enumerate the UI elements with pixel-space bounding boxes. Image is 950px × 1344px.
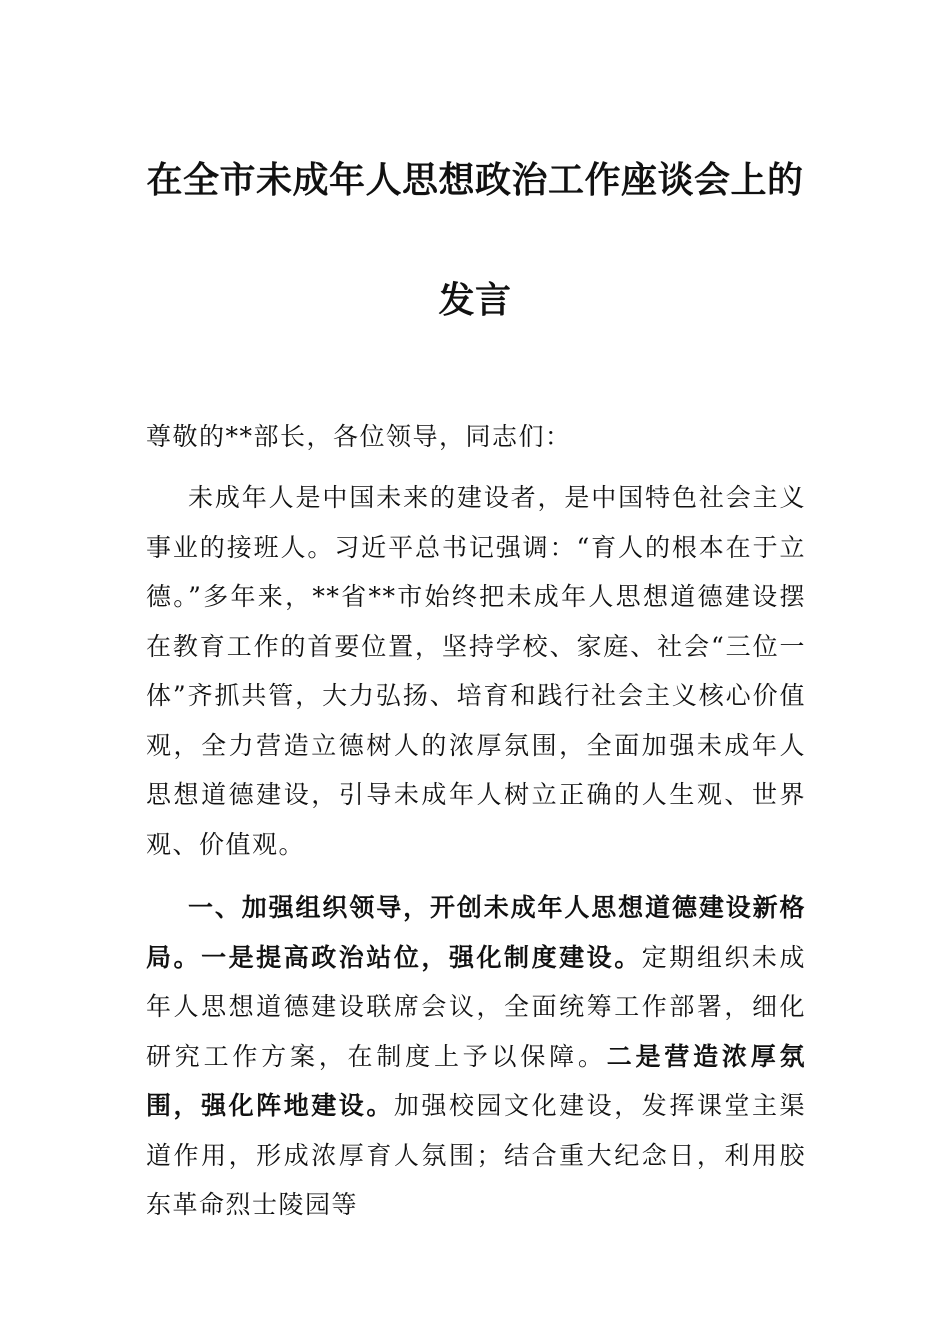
intro-paragraph: 未成年人是中国未来的建设者，是中国特色社会主义事业的接班人。习近平总书记强调：“育人的根本在于立德。”多年来，**省**市始终把未成年人思想道德建设摆在教育工作的首要位置，坚持学校、家庭、社会“三位一体”齐抓共管，大力弘扬、培育和践行社会主义核心价值观，全力营造立德树人的浓厚氛围，全面加强未成年人思想道德建设，引导未成年人树立正确的人生观、世界观、价值观。 — [146, 483, 806, 859]
salutation: 尊敬的**部长，各位领导，同志们： — [146, 422, 572, 451]
point-two-text: 加强校园文化建设，发挥课堂主渠道作用，形成浓厚育人氛围；结合重大纪念日，利用胶东革命烈士陵园等 — [146, 1091, 806, 1219]
point-one-heading: 一是提高政治站位，强化制度建设。 — [201, 942, 642, 972]
section-one-paragraph — [146, 883, 806, 1230]
section-one-heading: 一、加强组织领导，开创未成年人思想道德建设新格局。 — [146, 893, 806, 972]
point-two-heading: 二是营造浓厚氛围，强化阵地建设。 — [146, 1041, 806, 1120]
point-one-text: 定期组织未成年人思想道德建设联席会议，全面统筹工作部署，细化研究工作方案，在制度上予以保障。 — [146, 942, 806, 1071]
document-title-line1: 在全市未成年人思想政治工作座谈会上的 — [146, 159, 804, 201]
document-title-line2: 发言 — [438, 279, 512, 321]
